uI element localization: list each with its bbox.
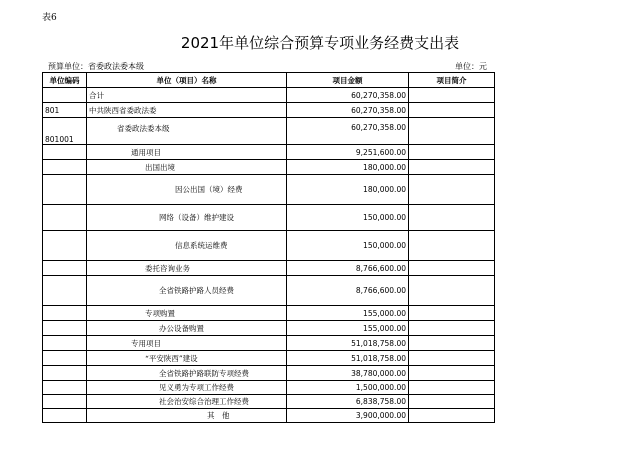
row-amount: 150,000.00: [287, 231, 409, 261]
table-row: [43, 306, 495, 321]
table-row: [43, 409, 495, 423]
row-name: 网络（设备）维护建设: [87, 205, 287, 231]
table-row: [43, 336, 495, 351]
row-amount: 180,000.00: [287, 175, 409, 205]
row-intro: [409, 145, 495, 160]
row-code: 801001: [43, 118, 87, 145]
row-code: [43, 395, 87, 409]
row-code: [43, 261, 87, 276]
row-name: 信息系统运维费: [87, 231, 287, 261]
row-name: 省委政法委本级: [87, 118, 287, 145]
row-amount: 8,766,600.00: [287, 276, 409, 306]
row-name: 其 他: [87, 409, 287, 423]
row-name: 专项购置: [87, 306, 287, 321]
row-amount: 6,838,758.00: [287, 395, 409, 409]
row-code: [43, 276, 87, 306]
row-code: [43, 175, 87, 205]
row-intro: [409, 395, 495, 409]
table-row: [43, 351, 495, 366]
row-amount: 150,000.00: [287, 205, 409, 231]
row-code: [43, 351, 87, 366]
row-intro: [409, 261, 495, 276]
row-amount: 38,780,000.00: [287, 366, 409, 381]
row-intro: [409, 160, 495, 175]
table-row: [43, 160, 495, 175]
row-amount: 155,000.00: [287, 306, 409, 321]
row-name: 社会治安综合治理工作经费: [87, 395, 287, 409]
table-row: [43, 381, 495, 395]
header-intro: 项目简介: [409, 73, 495, 88]
row-amount: 1,500,000.00: [287, 381, 409, 395]
row-code: [43, 336, 87, 351]
table-row: [43, 175, 495, 205]
row-name: 中共陕西省委政法委: [87, 103, 287, 118]
budget-unit-label: 预算单位：省委政法委本级: [48, 62, 144, 71]
row-code: [43, 306, 87, 321]
row-amount: 8,766,600.00: [287, 261, 409, 276]
row-intro: [409, 231, 495, 261]
row-amount: 9,251,600.00: [287, 145, 409, 160]
row-code: [43, 381, 87, 395]
row-intro: [409, 381, 495, 395]
row-name: 见义勇为专项工作经费: [87, 381, 287, 395]
table-row: [43, 145, 495, 160]
row-name: 通用项目: [87, 145, 287, 160]
row-intro: [409, 336, 495, 351]
row-name: 专用项目: [87, 336, 287, 351]
row-intro: [409, 306, 495, 321]
row-intro: [409, 118, 495, 145]
row-name: 办公设备购置: [87, 321, 287, 336]
row-intro: [409, 205, 495, 231]
row-intro: [409, 103, 495, 118]
table-row: [43, 88, 495, 103]
row-amount: 60,270,358.00: [287, 118, 409, 145]
row-code: 801: [43, 103, 87, 118]
row-code: [43, 366, 87, 381]
row-name: 全省铁路护路联防专项经费: [87, 366, 287, 381]
table-row: [43, 321, 495, 336]
row-intro: [409, 351, 495, 366]
header-code: 单位编码: [43, 73, 87, 88]
currency-unit-label: 单位：元: [455, 62, 487, 71]
row-amount: 51,018,758.00: [287, 351, 409, 366]
row-amount: 155,000.00: [287, 321, 409, 336]
table-row: [43, 231, 495, 261]
table-number-label: 表6: [42, 13, 57, 23]
row-amount: 60,270,358.00: [287, 103, 409, 118]
table-row: [43, 103, 495, 118]
row-name: 因公出国（境）经费: [87, 175, 287, 205]
header-name: 单位（项目）名称: [87, 73, 287, 88]
row-code: [43, 160, 87, 175]
row-code: [43, 231, 87, 261]
row-amount: 180,000.00: [287, 160, 409, 175]
table-row: [43, 366, 495, 381]
row-amount: 60,270,358.00: [287, 88, 409, 103]
row-code: [43, 205, 87, 231]
row-name: “平安陕西”建设: [87, 351, 287, 366]
header-amount: 项目金额: [287, 73, 409, 88]
table-row: [43, 395, 495, 409]
row-amount: 3,900,000.00: [287, 409, 409, 423]
row-intro: [409, 366, 495, 381]
page-title: 2021年单位综合预算专项业务经费支出表: [180, 34, 460, 52]
row-amount: 51,018,758.00: [287, 336, 409, 351]
row-intro: [409, 409, 495, 423]
row-code: [43, 88, 87, 103]
table-row: [43, 205, 495, 231]
row-code: [43, 321, 87, 336]
row-name: 全省铁路护路人员经费: [87, 276, 287, 306]
row-code: [43, 145, 87, 160]
budget-table: [42, 72, 495, 423]
table-header-row: [43, 73, 495, 88]
table-row: [43, 118, 495, 145]
row-name: 出国出境: [87, 160, 287, 175]
row-intro: [409, 88, 495, 103]
row-code: [43, 409, 87, 423]
row-intro: [409, 276, 495, 306]
row-intro: [409, 321, 495, 336]
row-intro: [409, 175, 495, 205]
row-name: 委托咨询业务: [87, 261, 287, 276]
row-name: 合计: [87, 88, 287, 103]
table-row: [43, 261, 495, 276]
table-row: [43, 276, 495, 306]
